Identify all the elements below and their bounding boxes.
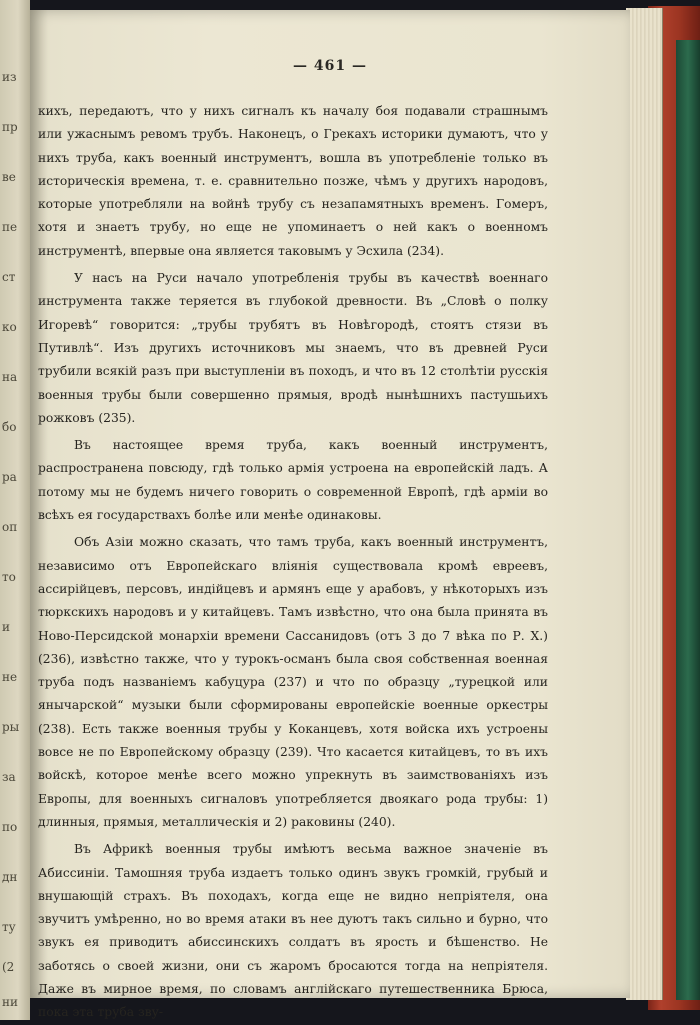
left-fragment: ве [2,170,16,184]
book-cover-green [676,40,700,1000]
left-fragment: ры [2,720,20,734]
paragraph: кихъ, передаютъ, что у нихъ сигналъ къ началу боя подавали страшнымъ или ужаснымъ ревомъ трубъ. Наконецъ, о Грекахъ историки думаютъ, что у нихъ труба, какъ военный инструментъ, вошла въ употребленіе только въ историческія времена, т. е. сравнительно позже, чѣмъ у другихъ народовъ, которые употребляли на войнѣ трубу съ незапамятныхъ временъ. Гомеръ, хотя и знаетъ трубу, но еще не упоминаетъ о ней какъ о военномъ инструментѣ, впервые она является таковымъ у Эсхила (234). [38,104,548,258]
left-fragment: за [2,770,16,784]
left-fragment: оп [2,520,18,534]
left-fragment: из [2,70,17,84]
page-number: — 461 — [293,58,367,74]
left-fragment: и [2,620,10,634]
paragraph: Въ Африкѣ военныя трубы имѣютъ весьма важное значеніе въ Абиссиніи. Тамошняя труба издаетъ только одинъ звукъ громкій, грубый и внушающій страхъ. Въ походахъ, когда еще не видно непріятеля, она звучитъ умѣренно, но во время атаки въ нее дуютъ такъ сильно и бурно, что звукъ ея приводитъ абиссинскихъ солдатъ въ ярость и бѣшенство. Не заботясь о своей жизни, они съ жаромъ бросаются тогда на непріятеля. Даже въ мирное время, по словамъ англійскаго путешественника Брюса, пока эта труба зву- [38,842,548,1020]
paragraph: Объ Азіи можно сказать, что тамъ труба, какъ военный инструментъ, независимо отъ Европейскаго вліянія существовала кромѣ евреевъ, ассирійцевъ, персовъ, индійцевъ и армянъ еще у арабовъ, у нѣкоторыхъ изъ тюркскихъ народовъ и у китайцевъ. Тамъ извѣстно, что она была принята въ Ново-Персидской монархіи времени Сассанидовъ (отъ 3 до 7 вѣка по Р. Х.) (236), извѣстно также, что у турокъ-османъ была своя собственная военная труба подъ названіемъ кабуцура (237) и что по образцу „турецкой или янычарской“ музыки были сформированы европейскіе военные оркестры (238). Есть также военныя трубы у Коканцевъ, хотя войска ихъ устроены вовсе не по Европейскому образцу (239). Что касается китайцевъ, то въ ихъ войскѣ, которое менѣе всего можно упрекнуть въ заимствованіяхъ изъ Европы, для военныхъ сигналовъ употребляется двоякаго рода трубы: 1) длинныя, прямыя, металлическія и 2) раковины (240). [38,535,548,829]
page-text [38,100,548,1025]
left-facing-page [0,0,30,1020]
left-fragment: на [2,370,18,384]
left-fragment: ра [2,470,17,484]
page-edges [626,8,663,1000]
left-fragment: не [2,670,18,684]
paragraph: У насъ на Руси начало употребленія трубы въ качествѣ военнаго инструмента также теряется въ глубокой древности. Въ „Словѣ о полку Игоревѣ“ говорится: „трубы трубятъ въ Новѣгородѣ, стоятъ стязи въ Путивлѣ“. Изъ другихъ источниковъ мы знаемъ, что въ древней Руси трубили всякій разъ при выступленіи въ походъ, и что въ 12 столѣтіи русскія военныя трубы были совершенно прямыя, вродѣ нынѣшнихъ пастушьихъ рожковъ (235). [38,271,548,425]
left-fragment: ту [2,920,16,934]
paragraph: Въ настоящее время труба, какъ военный инструментъ, распространена повсюду, гдѣ только армія устроена на европейскій ладъ. А потому мы не будемъ ничего говорить о современной Европѣ, гдѣ арміи во всѣхъ ея государствахъ болѣе или менѣе одинаковы. [38,438,548,523]
left-fragment: (2 [2,960,15,974]
left-fragment: по [2,820,18,834]
book-page [30,10,630,1020]
left-fragment: бо [2,420,17,434]
left-fragment: ст [2,270,16,284]
left-fragment: ко [2,320,17,334]
left-fragment: дн [2,870,18,884]
left-fragment: то [2,570,16,584]
left-fragment: ни [2,995,18,1009]
left-fragment: пр [2,120,18,134]
left-fragment: пе [2,220,18,234]
